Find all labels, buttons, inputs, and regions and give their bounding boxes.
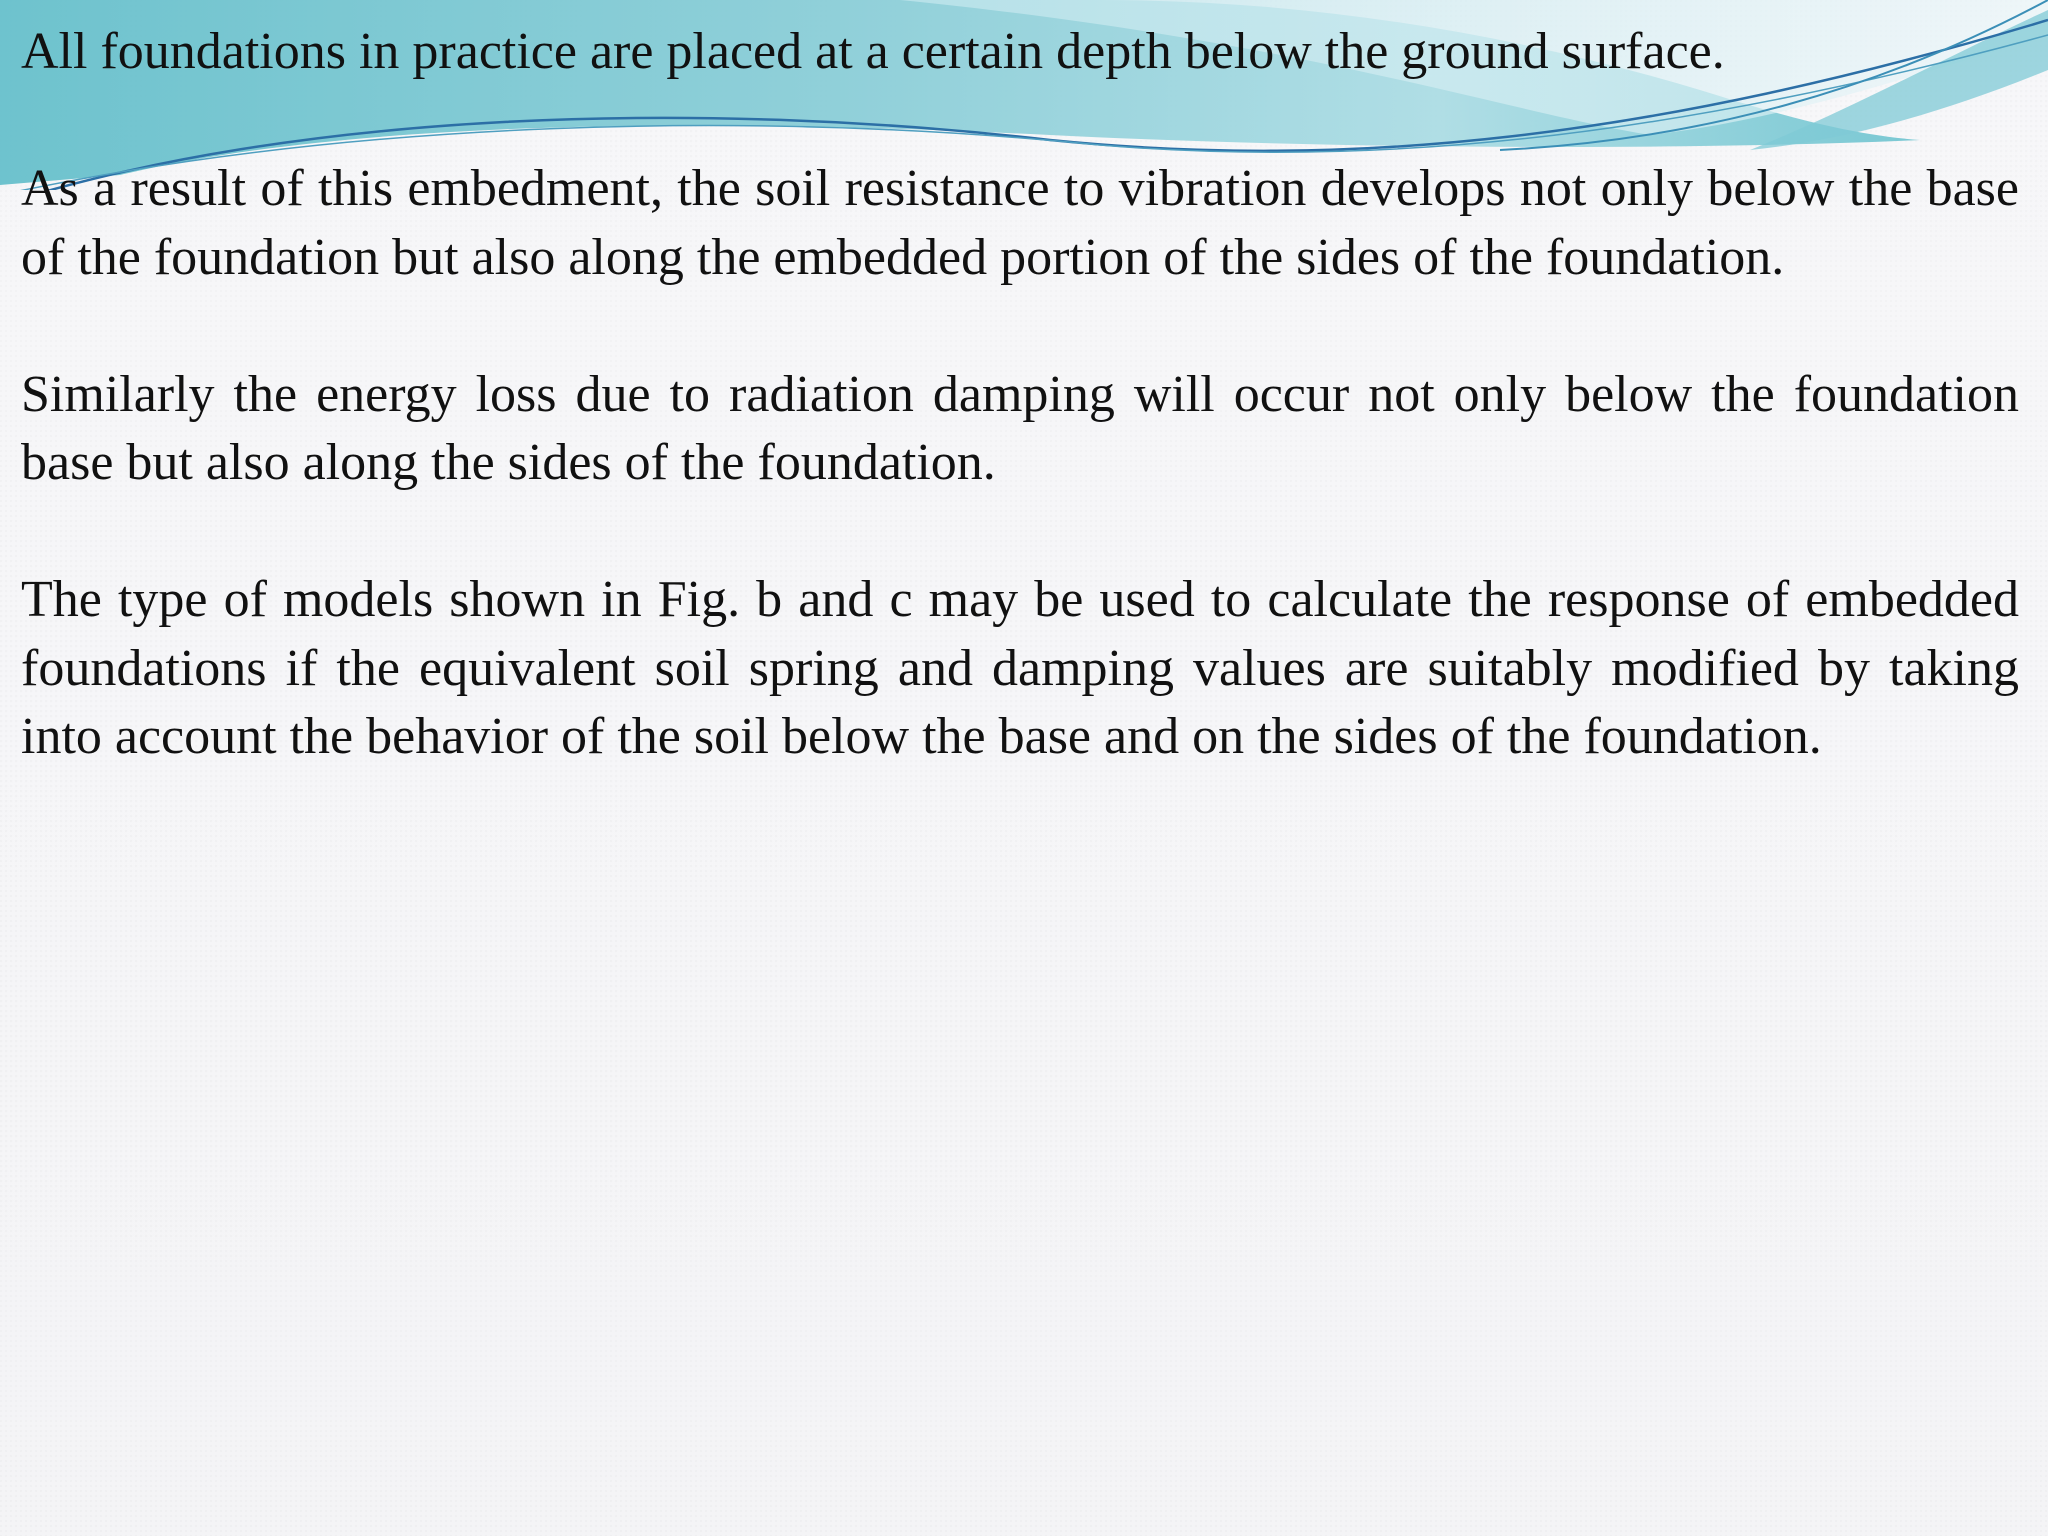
slide-body [21,18,2019,772]
paragraph-1: All foundations in practice are placed at a certain depth below the ground surface. [21,23,1725,80]
paragraph-4: The type of models shown in Fig. b and c may be used to calculate the response of embedded foundations if the equivalent soil spring and damping values are suitably modified by taking into account the behavior of the soil below the base and on the sides of the foundation. [21,571,2019,765]
paragraph-3: Similarly the energy loss due to radiation damping will occur not only below the foundation base but also along the sides of the foundation. [21,365,2019,491]
paragraph-2: As a result of this embedment, the soil resistance to vibration develops not only below the base of the foundation but also along the embedded portion of the sides of the foundation. [21,160,2019,286]
